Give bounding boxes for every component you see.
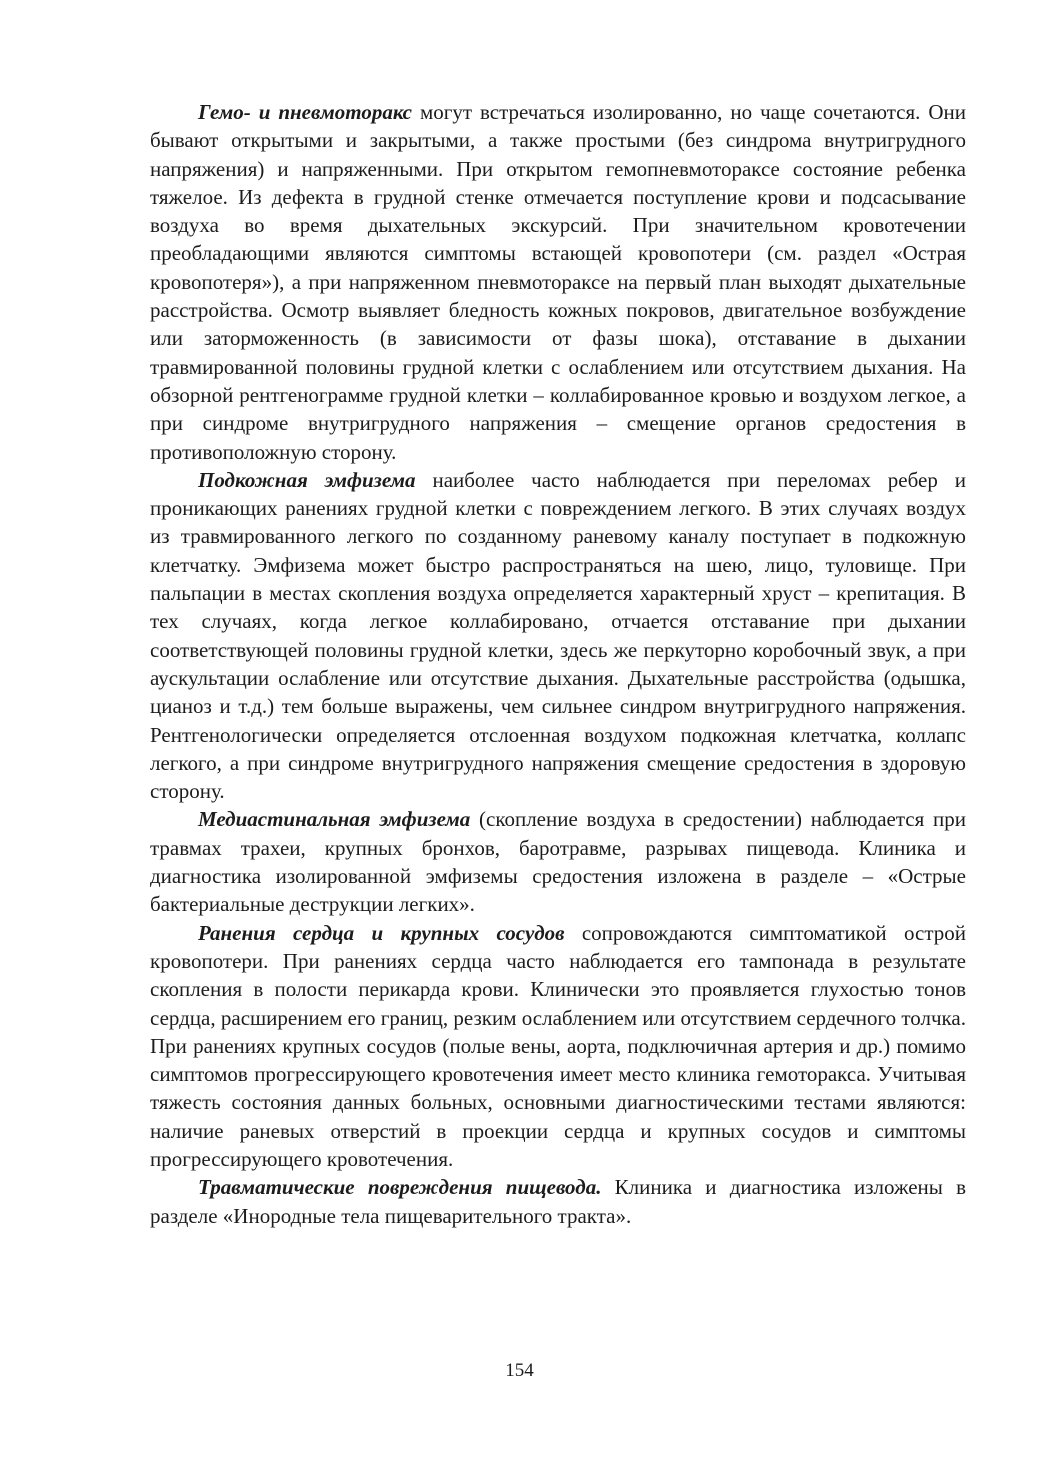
term-heading: Медиастинальная эмфизема — [198, 807, 471, 832]
page-number: 154 — [505, 1360, 534, 1381]
term-heading: Травматические повреждения пищевода. — [198, 1175, 602, 1200]
paragraph-text: могут встречаться изолированно, но чаще сочетаются. Они бывают открытыми и закрытыми, а также простыми (без синдрома внутригрудного напряжения) и напряженными. При открытом гемопневмотораксе состояние ребенка тяжелое. Из дефекта в грудной стенке отмечается поступление крови и подсасывание воздуха во время дыхательных экскурсий. При значительном кровотечении преобладающими являются симптомы встающей кровопотери (см. раздел «Острая кровопотеря»), а при напряженном пневмотораксе на первый план выходят дыхательные расстройства. Осмотр выявляет бледность кожных покровов, двигательное возбуждение или заторможенность (в зависимости от фазы шока), отставание в дыхании травмированной половины грудной клетки с ослаблением или отсутствием дыхания. На обзорной рентгенограмме грудной клетки – коллабированное кровью и воздухом легкое, а при синдроме внутригрудного напряжения – смещение органов средостения в противоположную сторону. — [150, 100, 966, 464]
paragraph-heart-vessel-wounds — [150, 919, 966, 1174]
paragraph-hemopneumothorax — [150, 98, 966, 466]
term-heading: Подкожная эмфизема — [198, 467, 416, 492]
paragraph-esophagus-injuries — [150, 1173, 966, 1230]
document-body — [150, 98, 966, 1230]
paragraph-text: сопровождаются симптоматикой острой кровопотери. При ранениях сердца часто наблюдается его тампонада в результате скопления в полости перикарда крови. Клинически это проявляется глухостью тонов сердца, расширением его границ, резким ослаблением или отсутствием сердечного толчка. При ранениях крупных сосудов (полые вены, аорта, подключичная артерия и др.) помимо симптомов прогрессирующего кровотечения имеет место клиника гемоторакса. Учитывая тяжесть состояния данных больных, основными диагностическими тестами являются: наличие раневых отверстий в проекции сердца и крупных сосудов и симптомы прогрессирующего кровотечения. — [150, 920, 966, 1171]
paragraph-text: наиболее часто наблюдается при переломах ребер и проникающих ранениях грудной клетки с повреждением легкого. В этих случаях воздух из травмированного легкого по созданному раневому каналу поступает в подкожную клетчатку. Эмфизема может быстро распространяться на шею, лицо, туловище. При пальпации в местах скопления воздуха определяется характерный хруст – крепитация. В тех случаях, когда легкое коллабировано, отчается отставание при дыхании соответствующей половины грудной клетки, здесь же перкуторно коробочный звук, а при аускультации ослабление или отсутствие дыхания. Дыхательные расстройства (одышка, цианоз и т.д.) тем больше выражены, чем сильнее синдром внутригрудного напряжения. Рентгенологически определяется отслоенная воздухом подкожная клетчатка, коллапс легкого, а при синдроме внутригрудного напряжения смещение средостения в здоровую сторону. — [150, 467, 966, 804]
paragraph-text: (скопление воздуха в средостении) наблюдается при травмах трахеи, крупных бронхов, баротравме, разрывах пищевода. Клиника и диагностика изолированной эмфиземы средостения изложена в разделе – «Острые бактериальные деструкции легких». — [150, 807, 966, 917]
paragraph-text: Клиника и диагностика изложены в разделе «Инородные тела пищеварительного тракта». — [150, 1175, 966, 1228]
term-heading: Гемо- и пневмоторакс — [198, 100, 412, 124]
paragraph-subcutaneous-emphysema — [150, 466, 966, 806]
term-heading: Ранения сердца и крупных сосудов — [198, 920, 565, 945]
paragraph-mediastinal-emphysema — [150, 805, 966, 918]
